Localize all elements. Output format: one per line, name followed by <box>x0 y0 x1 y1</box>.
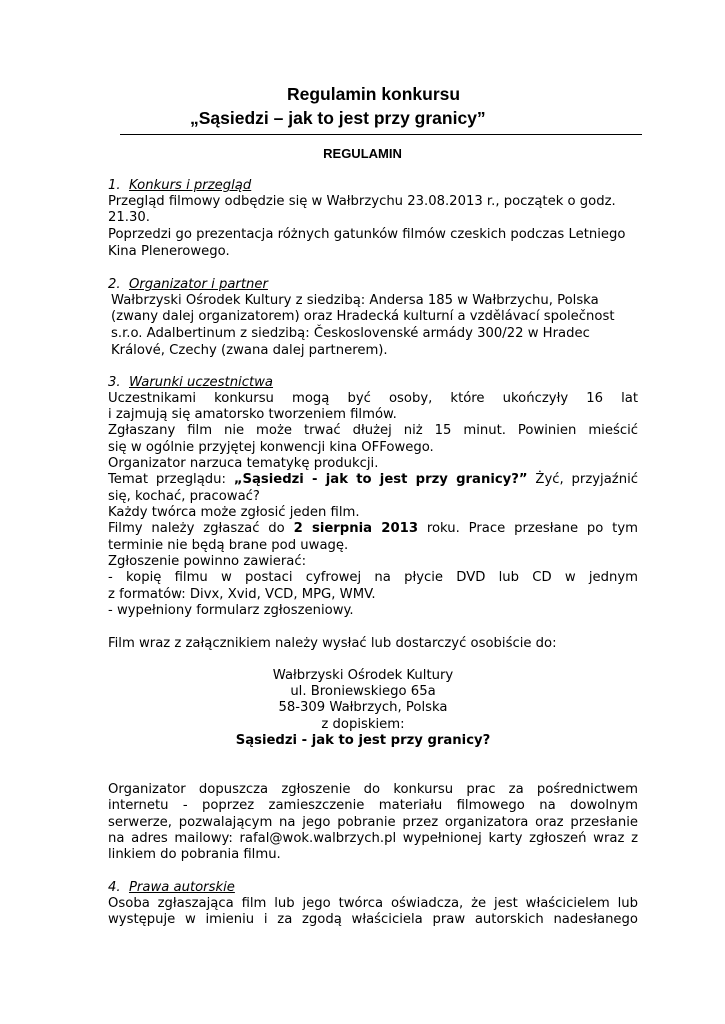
section-4-heading <box>108 880 235 897</box>
section-1-heading <box>108 178 251 195</box>
section-2-line: (zwany dalej organizatorem) oraz Hradecká kulturní a vzdělávací společnost <box>111 309 615 324</box>
section-3-line: Zgłoszenie powinno zawierać: <box>108 554 307 569</box>
internet-line: linkiem do pobrania filmu. <box>108 847 281 862</box>
address-line: z dopiskiem: <box>321 717 405 732</box>
section-1-line: 21.30. <box>108 210 150 225</box>
section-3-line: Zgłaszany film nie może trwać dłużej niż 15 minut. Powinien mieścić <box>108 423 638 438</box>
section-3-heading <box>108 375 273 392</box>
section-4-line: Osoba zgłaszająca film lub jego twórca oświadcza, że jest właścicielem lub <box>108 896 638 911</box>
internet-line: internetu - poprzez zamieszczenie materiału filmowego na dowolnym <box>108 798 638 813</box>
section-3-topic-line <box>108 472 638 489</box>
section-3-line: - kopię filmu w postaci cyfrowej na płycie DVD lub CD w jednym <box>108 570 638 585</box>
section-2-line: s.r.o. Adalbertinum z siedzibą: Československé armády 300/22 w Hradec <box>111 326 590 341</box>
document-title: Regulamin konkursu <box>287 84 461 104</box>
address-line: 58-309 Wałbrzych, Polska <box>278 700 448 715</box>
section-2-line: Králové, Czechy (zwana dalej partnerem). <box>111 343 388 358</box>
topic-title: „Sąsiedzi - jak to jest przy granicy?” <box>233 472 528 487</box>
section-3-line: Każdy twórca może zgłosić jeden film. <box>108 505 360 520</box>
section-4-title: Prawa autorskie <box>128 880 235 895</box>
topic-suffix: Żyć, przyjaźnić <box>527 472 638 487</box>
address-annotation: Sąsiedzi - jak to jest przy granicy? <box>235 733 491 748</box>
internet-line: Organizator dopuszcza zgłoszenie do konkursu prac za pośrednictwem <box>108 782 638 797</box>
section-3-line: się w ogólnie przyjętej konwencji kina OFFowego. <box>108 440 434 455</box>
section-3-title: Warunki uczestnictwa <box>128 375 274 390</box>
internet-line: serwerze, pozwalającym na jego pobranie przez organizatora oraz przesłanie <box>108 815 638 830</box>
section-1-title: Konkurs i przegląd <box>128 178 252 193</box>
section-1-line: Przegląd filmowy odbędzie się w Wałbrzychu 23.08.2013 r., początek o godz. <box>108 194 616 209</box>
document-subtitle: „Sąsiedzi – jak to jest przy granicy” <box>190 108 486 128</box>
section-3-line: Uczestnikami konkursu mogą być osoby, które ukończyły 16 lat <box>108 391 638 406</box>
section-4-line: występuje w imieniu i za zgodą właściciela praw autorskich nadesłanego <box>108 912 638 927</box>
section-1-number: 1. <box>108 178 121 193</box>
section-3-line: i zajmują się amatorsko tworzeniem filmów. <box>108 407 397 422</box>
section-3-deadline-line <box>108 521 638 538</box>
section-1-line: Kina Plenerowego. <box>108 244 230 259</box>
section-3-line: z formatów: Divx, Xvid, VCD, MPG, WMV. <box>108 587 376 602</box>
section-3-line: terminie nie będą brane pod uwagę. <box>108 538 349 553</box>
internet-line: na adres mailowy: rafal@wok.walbrzych.pl wypełnionej karty zgłoszeń wraz z <box>108 831 638 846</box>
address-line: ul. Broniewskiego 65a <box>290 684 436 699</box>
deadline-suffix: roku. Prace przesłane po tym <box>418 521 638 536</box>
title-divider <box>120 134 642 135</box>
section-2-heading <box>108 277 268 294</box>
address-line: Wałbrzyski Ośrodek Kultury <box>272 668 454 683</box>
section-3-number: 3. <box>108 375 121 390</box>
deadline-date: 2 sierpnia 2013 <box>293 521 418 536</box>
section-3-line: Film wraz z załącznikiem należy wysłać lub dostarczyć osobiście do: <box>108 636 557 651</box>
section-3-line: się, kochać, pracować? <box>108 489 260 504</box>
topic-prefix: Temat przeglądu: <box>108 472 234 487</box>
section-4-number: 4. <box>108 880 121 895</box>
section-1-line: Poprzedzi go prezentacja różnych gatunków filmów czeskich podczas Letniego <box>108 227 626 242</box>
deadline-prefix: Filmy należy zgłaszać do <box>108 521 294 536</box>
section-2-number: 2. <box>108 277 121 292</box>
section-3-line: Organizator narzuca tematykę produkcji. <box>108 456 379 471</box>
section-2-title: Organizator i partner <box>128 277 268 292</box>
section-2-line: Wałbrzyski Ośrodek Kultury z siedzibą: Andersa 185 w Wałbrzychu, Polska <box>111 293 599 308</box>
section-3-line: - wypełniony formularz zgłoszeniowy. <box>108 603 354 618</box>
section-label: REGULAMIN <box>323 146 402 161</box>
